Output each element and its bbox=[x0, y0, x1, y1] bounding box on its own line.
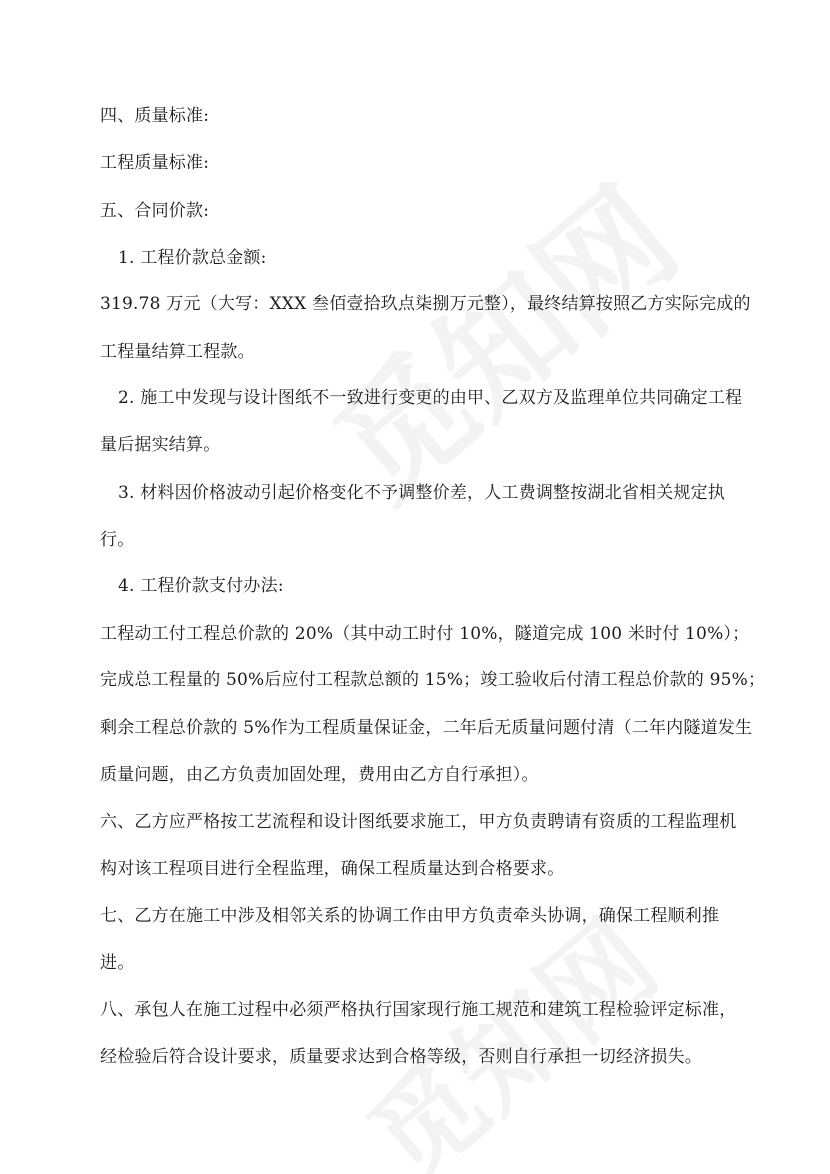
list-item-heading: 1. 工程价款总金额: bbox=[118, 248, 267, 268]
paragraph-line: 进。 bbox=[100, 953, 135, 973]
paragraph-line: 剩余工程总价款的 5%作为工程质量保证金，二年后无质量问题付清（二年内隧道发生 bbox=[100, 718, 753, 738]
paragraph-line: 质量问题，由乙方负责加固处理，费用由乙方自行承担）。 bbox=[100, 765, 539, 785]
list-item: 2. 施工中发现与设计图纸不一致进行变更的由甲、乙双方及监理单位共同确定工程 bbox=[118, 388, 743, 408]
paragraph-line: 工程量结算工程款。 bbox=[100, 342, 255, 362]
list-item-heading: 4. 工程价款支付办法: bbox=[118, 576, 284, 596]
section-heading-contract-price: 五、合同价款: bbox=[100, 201, 210, 221]
paragraph-line: 构对该工程项目进行全程监理，确保工程质量达到合格要求。 bbox=[100, 859, 565, 879]
section-paragraph: 六、乙方应严格按工艺流程和设计图纸要求施工，甲方负责聘请有资质的工程监理机 bbox=[100, 812, 737, 832]
section-heading-quality: 四、质量标准: bbox=[100, 106, 210, 126]
list-item: 3. 材料因价格波动引起价格变化不予调整价差，人工费调整按湖北省相关规定执 bbox=[118, 483, 726, 503]
watermark bbox=[290, 139, 709, 533]
section-paragraph: 八、承包人在施工过程中必须严格执行国家现行施工规范和建筑工程检验评定标准， bbox=[100, 1000, 737, 1020]
paragraph-line: 经检验后符合设计要求，质量要求达到合格等级，否则自行承担一切经济损失。 bbox=[100, 1047, 702, 1067]
section-paragraph: 七、乙方在施工中涉及相邻关系的协调工作由甲方负责牵头协调，确保工程顺利推 bbox=[100, 906, 720, 926]
paragraph-line: 319.78 万元（大写：XXX 叁佰壹拾玖点柒捌万元整），最终结算按照乙方实际完成的 bbox=[100, 294, 751, 314]
paragraph-line: 量后据实结算。 bbox=[100, 435, 221, 455]
paragraph-line: 行。 bbox=[100, 530, 135, 550]
paragraph-line: 工程质量标准: bbox=[100, 153, 210, 173]
paragraph-line: 完成总工程量的 50%后应付工程款总额的 15%；竣工验收后付清工程总价款的 95%； bbox=[100, 670, 766, 690]
paragraph-line: 工程动工付工程总价款的 20%（其中动工时付 10%，隧道完成 100 米时付 10%）； bbox=[100, 624, 750, 644]
